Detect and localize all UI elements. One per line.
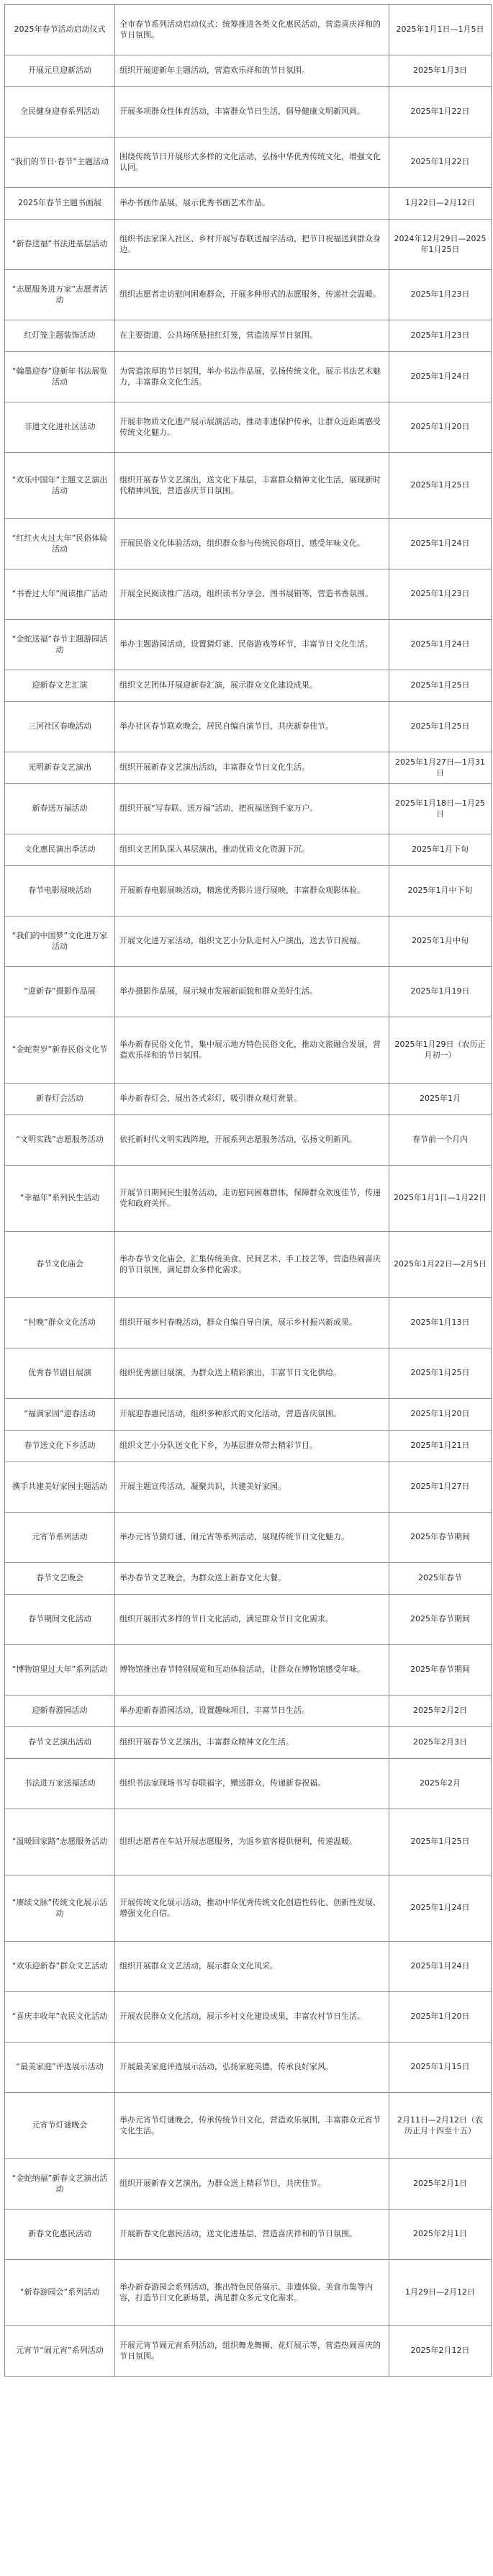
table-row — [5, 2326, 492, 2377]
activity-description-cell: 开展民俗文化体验活动，组织群众参与传统民俗项目，感受年味文化。 — [115, 519, 389, 569]
activity-description-cell: 全市春节系列活动启动仪式：统筹推进各类文化惠民活动，营造喜庆祥和的节日氛围。 — [115, 5, 389, 55]
table-row — [5, 752, 492, 784]
table-row — [5, 138, 492, 188]
activity-name-cell: 全民健身迎春系列活动 — [5, 87, 115, 138]
activity-description-cell: 博物馆推出春节特别展览和互动体验活动，让群众在博物馆感受年味。 — [115, 1645, 389, 1695]
activity-description-cell: 组织书法家现场书写春联福字，赠送群众，传递新春祝福。 — [115, 1759, 389, 1809]
table-row — [5, 917, 492, 967]
activity-name-cell: 红灯笼主题装饰活动 — [5, 320, 115, 352]
activity-date-cell: 2025年1月29日（农历正月初一） — [389, 1017, 492, 1084]
table-row — [5, 220, 492, 270]
activity-date-cell: 2025年春节期间 — [389, 1645, 492, 1695]
activity-name-cell: 新春送万福活动 — [5, 784, 115, 834]
table-row — [5, 352, 492, 402]
activity-date-cell: 2025年1月23日 — [389, 569, 492, 620]
table-row — [5, 1166, 492, 1232]
activity-description-cell: 组织开展春节文艺演出，送文化下基层，丰富群众精神文化生活，展现新时代精神风貌，营造喜庆节日氛围。 — [115, 453, 389, 519]
table-row — [5, 1431, 492, 1462]
activity-name-cell: “欢乐迎新春”群众文艺活动 — [5, 1942, 115, 1992]
activity-date-cell: 2025年1月25日 — [389, 702, 492, 752]
activity-date-cell: 2025年1月15日 — [389, 2043, 492, 2093]
activity-name-cell: 光明新春文艺演出 — [5, 752, 115, 784]
table-row — [5, 1875, 492, 1942]
table-row — [5, 2210, 492, 2260]
table-row — [5, 5, 492, 55]
activity-description-cell: 举办新春民俗文化节，集中展示地方特色民俗文化，推动文旅融合发展，营造欢乐祥和的节日氛围。 — [115, 1017, 389, 1084]
table-row — [5, 1462, 492, 1513]
activity-date-cell: 2025年1月20日 — [389, 1399, 492, 1431]
activity-description-cell: 组织开展形式多样的节日文化活动，满足群众节日文化需求。 — [115, 1595, 389, 1645]
activity-date-cell: 春节前一个月内 — [389, 1115, 492, 1166]
activity-name-cell: “赓续文脉”传统文化展示活动 — [5, 1875, 115, 1942]
activity-description-cell: 组织优秀剧目展演，为群众送上精彩演出，丰富节日文化供给。 — [115, 1348, 389, 1399]
activity-name-cell: “新春游园会”系列活动 — [5, 2260, 115, 2326]
activity-name-cell: 新春灯会活动 — [5, 1084, 115, 1115]
activity-name-cell: “文明实践”志愿服务活动 — [5, 1115, 115, 1166]
activity-name-cell: “喜庆丰收年”农民文化活动 — [5, 1992, 115, 2043]
activity-date-cell: 2025年春节 — [389, 1563, 492, 1595]
table-row — [5, 270, 492, 320]
activity-name-cell: “新春送福”书法进基层活动 — [5, 220, 115, 270]
table-row — [5, 1298, 492, 1348]
table-row — [5, 1115, 492, 1166]
activity-date-cell: 2025年1月20日 — [389, 1992, 492, 2043]
activity-date-cell: 2025年1月27日—1月31日 — [389, 752, 492, 784]
activity-name-cell: “金蛇纳福”新春文艺演出活动 — [5, 2159, 115, 2210]
activity-description-cell: 组织开展群众文艺活动，展示群众文化风采。 — [115, 1942, 389, 1992]
activity-description-cell: 开展节日期间民生服务活动，走访慰问困难群体，保障群众欢度佳节，传递党和政府关怀。 — [115, 1166, 389, 1232]
activity-name-cell: 春节期间文化活动 — [5, 1595, 115, 1645]
activity-name-cell: “最美家庭”评选展示活动 — [5, 2043, 115, 2093]
activity-date-cell: 2025年1月25日 — [389, 670, 492, 702]
activity-name-cell: 书法进万家送福活动 — [5, 1759, 115, 1809]
table-row — [5, 2260, 492, 2326]
activity-table-body — [5, 5, 492, 2377]
activity-name-cell: “金蛇送福”春节主题游园活动 — [5, 620, 115, 670]
table-row — [5, 2043, 492, 2093]
activity-description-cell: 组织志愿者走访慰问困难群众，开展多种形式的志愿服务，传递社会温暖。 — [115, 270, 389, 320]
activity-name-cell: 春节送文化下乡活动 — [5, 1431, 115, 1462]
activity-name-cell: “我们的中国梦”文化进万家活动 — [5, 917, 115, 967]
activity-description-cell: 在主要街道、公共场所悬挂红灯笼，营造浓厚节日氛围。 — [115, 320, 389, 352]
activity-date-cell: 2025年1月 — [389, 1084, 492, 1115]
activity-name-cell: 三河社区春晚活动 — [5, 702, 115, 752]
activity-date-cell: 2025年1月22日 — [389, 87, 492, 138]
table-row — [5, 620, 492, 670]
activity-name-cell: “志愿服务进万家”志愿者活动 — [5, 270, 115, 320]
activity-name-cell: 2025年春节活动启动仪式 — [5, 5, 115, 55]
activity-description-cell: 依托新时代文明实践阵地，开展系列志愿服务活动，弘扬文明新风。 — [115, 1115, 389, 1166]
table-row — [5, 1513, 492, 1563]
activity-date-cell: 2025年1月23日 — [389, 320, 492, 352]
table-row — [5, 1727, 492, 1759]
activity-description-cell: 举办元宵节灯谜晚会，传承传统节日文化，营造欢乐氛围，丰富群众元宵节文化生活。 — [115, 2093, 389, 2159]
activity-name-cell: 元宵节系列活动 — [5, 1513, 115, 1563]
activity-description-cell: 组织开展新春文艺演出，为群众送上精彩节目，共庆佳节。 — [115, 2159, 389, 2210]
activity-date-cell: 2025年1月24日 — [389, 620, 492, 670]
table-row — [5, 1942, 492, 1992]
table-row — [5, 967, 492, 1017]
activity-name-cell: “翰墨迎春”迎新年书法展览活动 — [5, 352, 115, 402]
activity-description-cell: 围绕传统节日开展形式多样的文化活动，弘扬中华优秀传统文化，增强文化认同。 — [115, 138, 389, 188]
activity-description-cell: 举办主题游园活动，设置猜灯谜、民俗游戏等环节，丰富节日文化生活。 — [115, 620, 389, 670]
activity-date-cell: 2025年1月25日 — [389, 1348, 492, 1399]
table-row — [5, 1084, 492, 1115]
activity-description-cell: 开展迎春惠民活动，组织多种形式的文化活动，营造喜庆氛围。 — [115, 1399, 389, 1431]
activity-date-cell: 2025年2月1日 — [389, 2159, 492, 2210]
table-row — [5, 1695, 492, 1727]
activity-date-cell: 2025年春节期间 — [389, 1595, 492, 1645]
activity-date-cell: 2025年1月22日—2月5日 — [389, 1232, 492, 1298]
activity-description-cell: 开展主题宣传活动，凝聚共识，共建美好家园。 — [115, 1462, 389, 1513]
activity-description-cell: 开展文化进万家活动，组织文艺小分队走村入户演出，送去节日祝福。 — [115, 917, 389, 967]
activity-date-cell: 2025年1月24日 — [389, 1875, 492, 1942]
activity-date-cell: 2025年2月2日 — [389, 1695, 492, 1727]
activity-date-cell: 2025年1月24日 — [389, 519, 492, 569]
activity-name-cell: “欢乐中国年”主题文艺演出活动 — [5, 453, 115, 519]
activity-name-cell: 元宵节“闹元宵”系列活动 — [5, 2326, 115, 2377]
table-row — [5, 87, 492, 138]
activity-description-cell: 开展新春文化惠民活动，送文化进基层，营造喜庆祥和的节日氛围。 — [115, 2210, 389, 2260]
activity-date-cell: 2025年1月22日 — [389, 138, 492, 188]
activity-date-cell: 2025年春节期间 — [389, 1513, 492, 1563]
activity-name-cell: “福满家园”迎春活动 — [5, 1399, 115, 1431]
activity-name-cell: 2025年春节主题书画展 — [5, 188, 115, 220]
activity-name-cell: 春节文化庙会 — [5, 1232, 115, 1298]
activity-date-cell: 2025年1月20日 — [389, 402, 492, 453]
activity-description-cell: 举办书画作品展，展示优秀书画艺术作品。 — [115, 188, 389, 220]
activity-description-cell: 组织开展“写春联、送万福”活动，把祝福送到千家万户。 — [115, 784, 389, 834]
table-row — [5, 2159, 492, 2210]
activity-description-cell: 举办春节文艺晚会，为群众送上新春文化大餐。 — [115, 1563, 389, 1595]
activity-date-cell: 2024年12月29日—2025年1月25日 — [389, 220, 492, 270]
table-row — [5, 670, 492, 702]
activity-description-cell: 开展农民群众文化活动，展示乡村文化建设成果，丰富农村节日生活。 — [115, 1992, 389, 2043]
activity-date-cell: 2025年1月下旬 — [389, 834, 492, 866]
activity-name-cell: “博物馆里过大年”系列活动 — [5, 1645, 115, 1695]
activity-description-cell: 开展非物质文化遗产展示展演活动，推动非遗保护传承，让群众近距离感受传统文化魅力。 — [115, 402, 389, 453]
activity-description-cell: 组织文艺小分队送文化下乡，为基层群众带去精彩节目。 — [115, 1431, 389, 1462]
activity-description-cell: 举办新春灯会，展出各式彩灯，吸引群众观灯赏景。 — [115, 1084, 389, 1115]
activity-name-cell: 春节文艺晚会 — [5, 1563, 115, 1595]
activity-name-cell: 优秀春节剧目展演 — [5, 1348, 115, 1399]
activity-name-cell: “书香过大年”阅读推广活动 — [5, 569, 115, 620]
activity-date-cell: 2025年2月3日 — [389, 1727, 492, 1759]
activity-name-cell: “我们的节日·春节”主题活动 — [5, 138, 115, 188]
activity-description-cell: 举办社区春节联欢晚会，居民自编自演节目，共庆新春佳节。 — [115, 702, 389, 752]
activity-name-cell: 春节文艺演出活动 — [5, 1727, 115, 1759]
activity-name-cell: “迎新春”摄影作品展 — [5, 967, 115, 1017]
activity-description-cell: 举办迎新春游园活动，设置趣味项目，丰富节日生活。 — [115, 1695, 389, 1727]
activity-date-cell: 1月22日—2月12日 — [389, 188, 492, 220]
activity-description-cell: 为营造浓厚的节日氛围，举办书法作品展，弘扬传统文化，展示书法艺术魅力，丰富群众文化生活。 — [115, 352, 389, 402]
activity-description-cell: 开展最美家庭评选展示活动，弘扬家庭美德，传承良好家风。 — [115, 2043, 389, 2093]
activity-description-cell: 举办春节文化庙会，汇集传统美食、民间艺术、手工技艺等，营造热闹喜庆的节日氛围，满足群众多样化需求。 — [115, 1232, 389, 1298]
table-row — [5, 1563, 492, 1595]
activity-name-cell: 文化惠民演出季活动 — [5, 834, 115, 866]
table-row — [5, 55, 492, 87]
table-row — [5, 834, 492, 866]
activity-description-cell: 举办新春游园会系列活动，推出特色民俗展示、非遗体验、美食市集等内容，打造节日文化新场景，满足群众多元文化需求。 — [115, 2260, 389, 2326]
table-row — [5, 784, 492, 834]
activity-date-cell: 2025年1月1日—1月22日 — [389, 1166, 492, 1232]
activity-date-cell: 2025年1月21日 — [389, 1431, 492, 1462]
table-row — [5, 1017, 492, 1084]
activity-date-cell: 1月29日—2月12日 — [389, 2260, 492, 2326]
table-row — [5, 1399, 492, 1431]
activity-date-cell: 2025年1月25日 — [389, 453, 492, 519]
activity-name-cell: “红红火火过大年”民俗体验活动 — [5, 519, 115, 569]
activity-name-cell: “幸福年”系列民生活动 — [5, 1166, 115, 1232]
activity-name-cell: 携手共建美好家园主题活动 — [5, 1462, 115, 1513]
activity-name-cell: “金蛇贺岁”新春民俗文化节 — [5, 1017, 115, 1084]
activity-name-cell: 迎新春游园活动 — [5, 1695, 115, 1727]
activity-date-cell: 2025年1月中下旬 — [389, 866, 492, 917]
activity-date-cell: 2025年1月中旬 — [389, 917, 492, 967]
table-row — [5, 1809, 492, 1875]
activity-name-cell: 迎新春文艺汇演 — [5, 670, 115, 702]
activity-description-cell: 组织文艺团队深入基层演出，推动优质文化资源下沉。 — [115, 834, 389, 866]
activity-date-cell: 2025年1月13日 — [389, 1298, 492, 1348]
activity-description-cell: 组织开展新春文艺演出活动，丰富群众节日文化生活。 — [115, 752, 389, 784]
activity-date-cell: 2025年1月24日 — [389, 352, 492, 402]
activity-description-cell: 开展全民阅读推广活动，组织读书分享会、图书展销等，营造书香氛围。 — [115, 569, 389, 620]
activity-name-cell: “温暖回家路”志愿服务活动 — [5, 1809, 115, 1875]
activity-name-cell: 开展元旦迎新活动 — [5, 55, 115, 87]
activity-date-cell: 2025年2月1日 — [389, 2210, 492, 2260]
activity-date-cell: 2025年1月24日 — [389, 1942, 492, 1992]
table-row — [5, 1232, 492, 1298]
activity-date-cell: 2025年1月3日 — [389, 55, 492, 87]
activity-name-cell: 新春文化惠民活动 — [5, 2210, 115, 2260]
activity-table — [4, 4, 492, 2377]
activity-date-cell: 2025年2月 — [389, 1759, 492, 1809]
activity-description-cell: 举办元宵节猜灯谜、闹元宵等系列活动，展现传统节日文化魅力。 — [115, 1513, 389, 1563]
table-row — [5, 1645, 492, 1695]
table-row — [5, 1759, 492, 1809]
activity-date-cell: 2025年1月23日 — [389, 270, 492, 320]
table-row — [5, 453, 492, 519]
activity-description-cell: 组织志愿者在车站开展志愿服务，为返乡旅客提供便利，传递温暖。 — [115, 1809, 389, 1875]
table-row — [5, 1595, 492, 1645]
table-row — [5, 569, 492, 620]
activity-name-cell: 非遗文化进社区活动 — [5, 402, 115, 453]
activity-description-cell: 组织书法家深入社区、乡村开展写春联送福字活动，把节日祝福送到群众身边。 — [115, 220, 389, 270]
activity-date-cell: 2025年1月27日 — [389, 1462, 492, 1513]
table-row — [5, 2093, 492, 2159]
table-row — [5, 188, 492, 220]
table-row — [5, 519, 492, 569]
activity-description-cell: 组织开展春节文艺演出，丰富群众精神文化生活。 — [115, 1727, 389, 1759]
table-row — [5, 866, 492, 917]
activity-date-cell: 2025年2月12日 — [389, 2326, 492, 2377]
activity-date-cell: 2025年1月25日 — [389, 1809, 492, 1875]
activity-date-cell: 2025年1月19日 — [389, 967, 492, 1017]
activity-name-cell: 元宵节灯谜晚会 — [5, 2093, 115, 2159]
table-row — [5, 320, 492, 352]
activity-description-cell: 组织开展乡村春晚活动，群众自编自导自演，展示乡村振兴新成果。 — [115, 1298, 389, 1348]
activity-description-cell: 开展多项群众性体育活动，丰富群众节日生活，倡导健康文明新风尚。 — [115, 87, 389, 138]
activity-date-cell: 2025年1月1日—1月5日 — [389, 5, 492, 55]
activity-name-cell: “村晚”群众文化活动 — [5, 1298, 115, 1348]
table-row — [5, 1992, 492, 2043]
table-row — [5, 702, 492, 752]
activity-description-cell: 开展新春电影展映活动，精选优秀影片进行展映，丰富群众观影体验。 — [115, 866, 389, 917]
activity-date-cell: 2月11日—2月12日（农历正月十四至十五） — [389, 2093, 492, 2159]
activity-description-cell: 组织开展迎新年主题活动，营造欢乐祥和的节日氛围。 — [115, 55, 389, 87]
activity-date-cell: 2025年1月18日—1月25日 — [389, 784, 492, 834]
activity-description-cell: 开展传统文化展示活动，推动中华优秀传统文化创造性转化、创新性发展，增强文化自信。 — [115, 1875, 389, 1942]
table-row — [5, 1348, 492, 1399]
activity-description-cell: 举办摄影作品展，展示城市发展新面貌和群众美好生活。 — [115, 967, 389, 1017]
table-row — [5, 402, 492, 453]
activity-description-cell: 组织文艺团体开展迎新春汇演，展示群众文化建设成果。 — [115, 670, 389, 702]
activity-name-cell: 春节电影展映活动 — [5, 866, 115, 917]
activity-description-cell: 开展元宵节闹元宵系列活动，组织舞龙舞狮、花灯展示等，营造热闹喜庆的节日氛围。 — [115, 2326, 389, 2377]
